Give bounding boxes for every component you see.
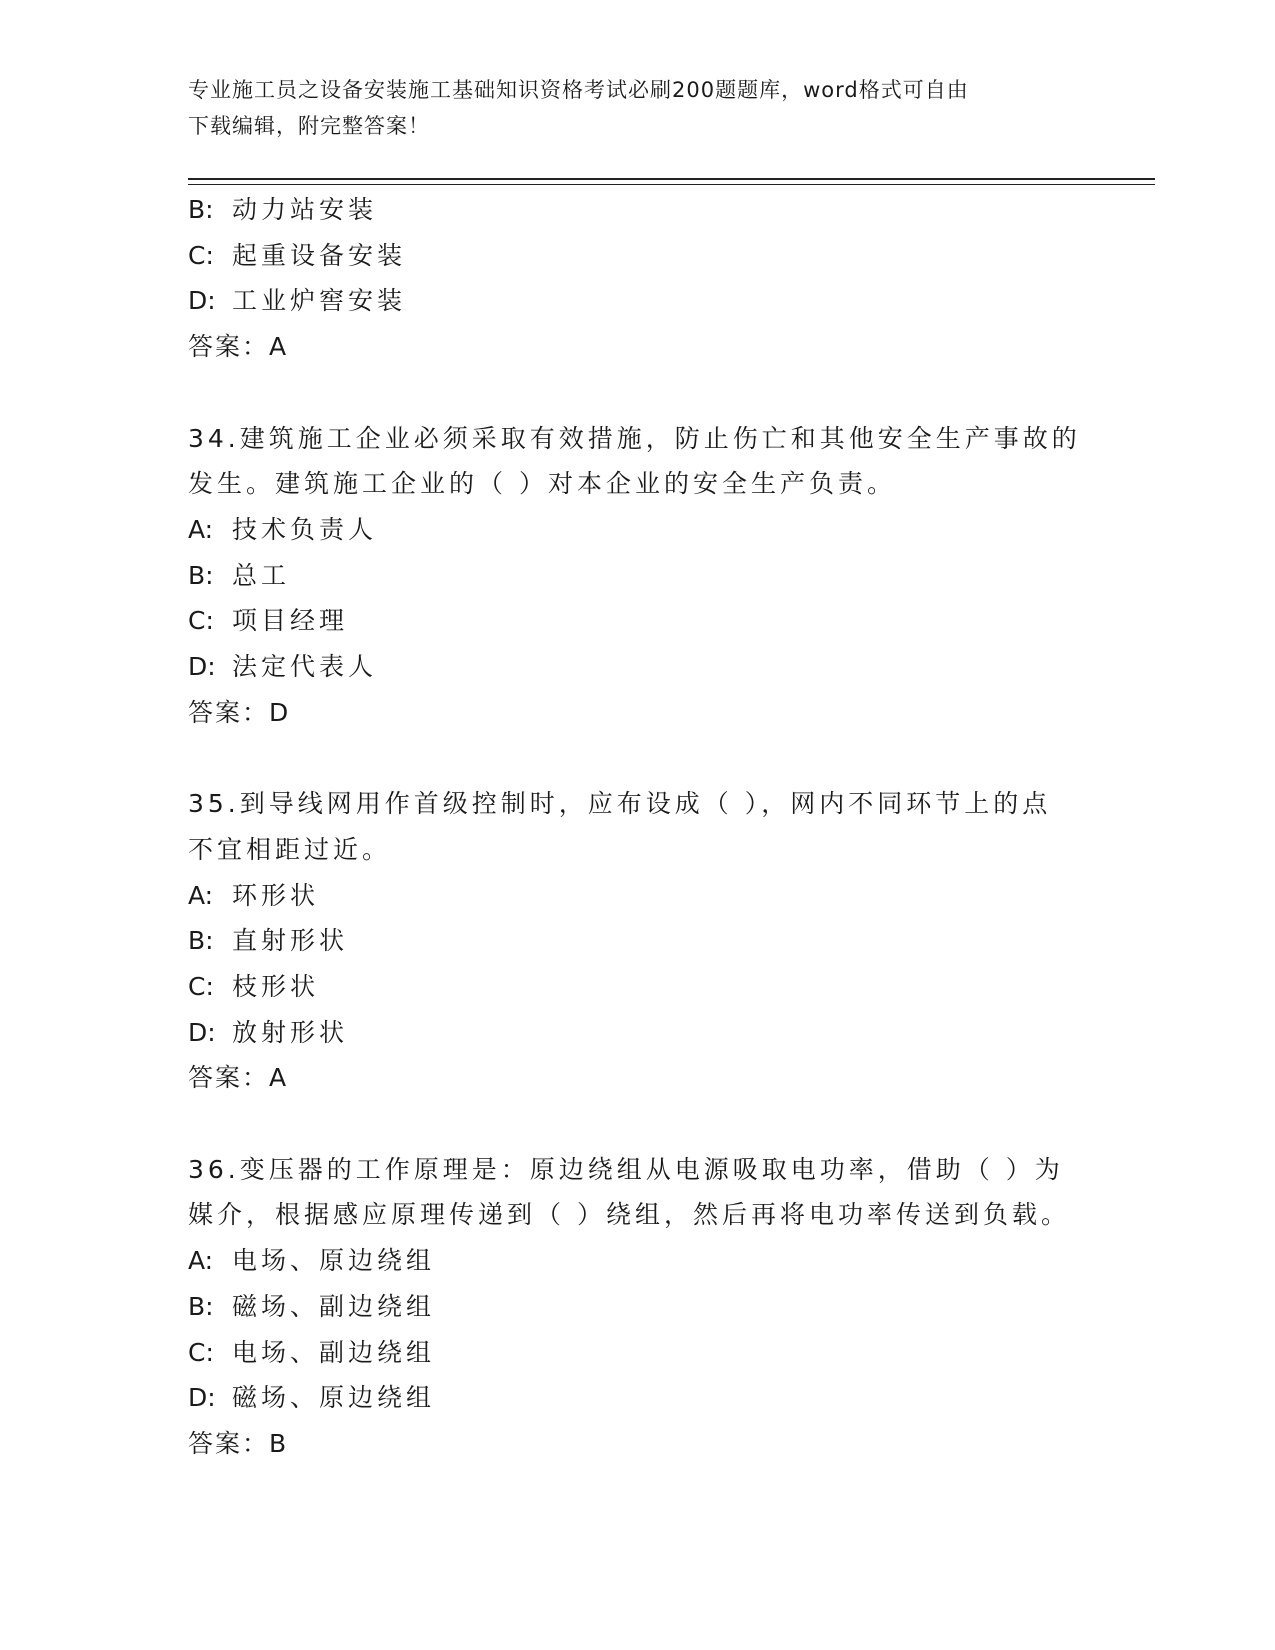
option-d xyxy=(188,278,1088,324)
document-header xyxy=(188,72,1088,144)
option-text: 工业炉窖安装 xyxy=(232,286,407,316)
option-a xyxy=(188,1238,1088,1284)
question-35 xyxy=(188,781,1088,1101)
option-text: 磁场、原边绕组 xyxy=(232,1383,436,1413)
option-text: 电场、副边绕组 xyxy=(232,1337,436,1367)
header-line-2: 下载编辑，附完整答案！ xyxy=(188,114,430,138)
answer-line xyxy=(188,690,1088,736)
option-text: 放射形状 xyxy=(232,1017,349,1047)
option-d xyxy=(188,1010,1088,1056)
option-text: 磁场、副边绕组 xyxy=(232,1291,436,1321)
option-label: D: xyxy=(188,1383,216,1413)
option-label: B: xyxy=(188,1291,214,1321)
question-text-line-1: 35.到导线网用作首级控制时，应布设成（ ），网内不同环节上的点 xyxy=(188,789,1052,819)
option-c xyxy=(188,1330,1088,1376)
answer-line xyxy=(188,1421,1088,1467)
option-label: C: xyxy=(188,240,214,270)
option-label: A: xyxy=(188,1246,214,1276)
question-34 xyxy=(188,416,1088,736)
answer-label: 答案： xyxy=(188,1063,270,1093)
option-label: D: xyxy=(188,1017,216,1047)
option-text: 动力站安装 xyxy=(232,195,378,224)
question-36 xyxy=(188,1147,1088,1467)
option-label: B: xyxy=(188,195,214,224)
option-b xyxy=(188,918,1088,964)
question-text-line-2: 不宜相距过近。 xyxy=(188,834,392,864)
answer-value: A xyxy=(269,332,287,362)
option-d xyxy=(188,1375,1088,1421)
option-a xyxy=(188,873,1088,919)
option-b xyxy=(188,187,1088,233)
option-label: D: xyxy=(188,286,216,316)
option-label: D: xyxy=(188,652,216,682)
option-b xyxy=(188,1284,1088,1330)
header-divider xyxy=(188,178,1155,185)
option-b xyxy=(188,553,1088,599)
option-label: C: xyxy=(188,1337,214,1367)
option-text: 总工 xyxy=(232,560,291,590)
option-label: C: xyxy=(188,606,214,636)
spacer xyxy=(188,1101,1088,1147)
question-text-line-2: 媒介，根据感应原理传递到（ ）绕组，然后再将电功率传送到负载。 xyxy=(188,1200,1070,1230)
option-c xyxy=(188,598,1088,644)
option-text: 枝形状 xyxy=(232,971,320,1001)
option-text: 技术负责人 xyxy=(232,514,378,544)
option-label: A: xyxy=(188,880,214,910)
answer-label: 答案： xyxy=(188,332,270,362)
option-label: B: xyxy=(188,926,214,956)
option-c xyxy=(188,233,1088,279)
option-text: 直射形状 xyxy=(232,926,349,956)
answer-value: D xyxy=(269,697,289,727)
option-label: B: xyxy=(188,560,214,590)
answer-label: 答案： xyxy=(188,1428,270,1458)
answer-value: B xyxy=(269,1428,287,1458)
question-content xyxy=(188,187,1088,1467)
option-c xyxy=(188,964,1088,1010)
question-text-line-1: 36.变压器的工作原理是：原边绕组从电源吸取电功率，借助（ ）为 xyxy=(188,1154,1064,1184)
spacer xyxy=(188,735,1088,781)
answer-line xyxy=(188,324,1088,370)
answer-value: A xyxy=(269,1063,287,1093)
option-text: 起重设备安装 xyxy=(232,240,407,270)
question-text-line-2: 发生。建筑施工企业的（ ）对本企业的安全生产负责。 xyxy=(188,469,896,499)
option-text: 法定代表人 xyxy=(232,652,378,682)
header-line-1: 专业施工员之设备安装施工基础知识资格考试必刷200题题库，word格式可自由 xyxy=(188,78,969,102)
option-text: 环形状 xyxy=(232,880,320,910)
spacer xyxy=(188,370,1088,416)
option-a xyxy=(188,507,1088,553)
option-d xyxy=(188,644,1088,690)
answer-label: 答案： xyxy=(188,697,270,727)
question-text-line-1: 34.建筑施工企业必须采取有效措施，防止伤亡和其他安全生产事故的 xyxy=(188,423,1081,453)
answer-line xyxy=(188,1055,1088,1101)
option-label: C: xyxy=(188,971,214,1001)
option-text: 项目经理 xyxy=(232,606,349,636)
option-text: 电场、原边绕组 xyxy=(232,1246,436,1276)
question-33 xyxy=(188,187,1088,370)
option-label: A: xyxy=(188,514,214,544)
